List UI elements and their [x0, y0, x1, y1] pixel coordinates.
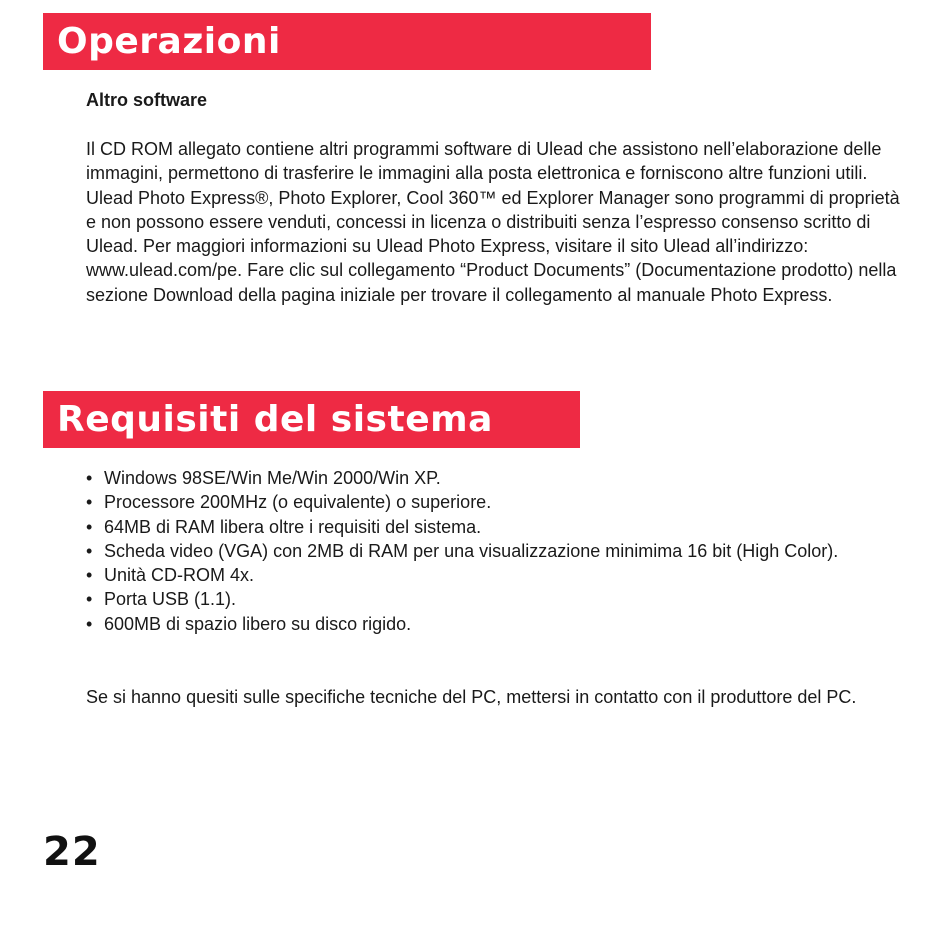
list-item: [86, 466, 901, 490]
list-item: [86, 563, 901, 587]
list-item-text: Windows 98SE/Win Me/Win 2000/Win XP.: [104, 468, 441, 488]
bullet: •: [86, 613, 93, 634]
list-item-text: 64MB di RAM libera oltre i requisiti del sistema.: [104, 516, 482, 537]
section-banner-operazioni: [43, 13, 651, 70]
paragraph-altro-software: Il CD ROM allegato contiene altri programmi software di Ulead che assistono nell’elaborazione delle immagini, permettono di trasferire le immagini alla posta elettronica e forniscono altre funzioni utili. Ulead Photo Express®, Photo Explorer, Cool 360™ ed Explorer Manager sono programmi di proprietà e non possono essere venduti, concessi in licenza o distribuiti senza l’espresso consenso scritto di Ulead. Per maggiori informazioni su Ulead Photo Express, visitare il sito Ulead all’indirizzo: www.ulead.com/pe. Fare clic sul collegamento “Product Documents” (Documentazione prodotto) nella sezione Download della pagina iniziale per trovare il collegamento al manuale Photo Express.: [86, 139, 900, 305]
page-number: 22: [43, 829, 101, 875]
section-banner-requisiti: [43, 391, 580, 448]
list-item-text: 600MB di spazio libero su disco rigido.: [104, 613, 412, 634]
section-title-operazioni: Operazioni: [57, 21, 281, 62]
bullet: •: [86, 589, 93, 610]
list-item-text: Porta USB (1.1).: [104, 589, 237, 610]
list-item: [86, 490, 901, 514]
bullet: •: [86, 540, 93, 561]
section-title-requisiti: Requisiti del sistema: [57, 399, 493, 440]
bullet: •: [86, 468, 93, 488]
list-item: [86, 612, 901, 636]
list-item-text: Unità CD-ROM 4x.: [104, 565, 255, 586]
list-item: [86, 587, 901, 611]
list-item-text: Scheda video (VGA) con 2MB di RAM per una visualizzazione minimima 16 bit (High Color).: [104, 540, 839, 561]
bullet: •: [86, 565, 93, 586]
list-item: [86, 539, 901, 563]
subheading-altro-software: Altro software: [86, 90, 208, 110]
bullet: •: [86, 492, 93, 513]
list-item: [86, 515, 901, 539]
bullet: •: [86, 516, 93, 537]
list-item-text: Processore 200MHz (o equivalente) o superiore.: [104, 492, 492, 513]
paragraph-contact-note: Se si hanno quesiti sulle specifiche tecniche del PC, mettersi in contatto con il produttore del PC.: [86, 687, 857, 707]
requirements-list: [86, 466, 901, 636]
